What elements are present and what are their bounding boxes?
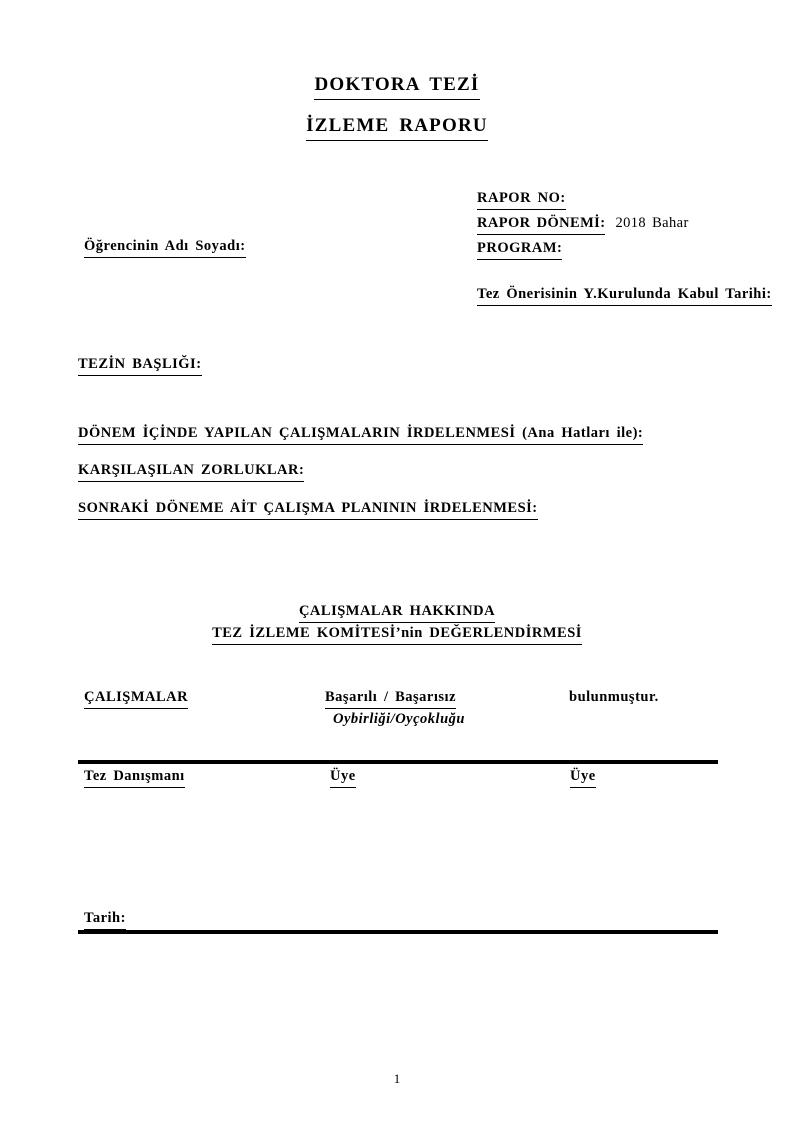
evaluation-heading-line1 [0,603,794,623]
vote-cell [333,711,465,728]
works-cell [84,689,188,709]
member1-label: Üye [330,768,356,788]
advisor-label: Tez Danışmanı [84,768,185,788]
evaluation-heading-line1-text: ÇALIŞMALAR HAKKINDA [299,603,495,623]
difficulties-section [78,462,304,482]
difficulties-label: KARŞILAŞILAN ZORLUKLAR: [78,462,304,482]
works-label: ÇALIŞMALAR [84,689,188,709]
page-number: 1 [393,1071,401,1086]
member2-cell [570,768,596,788]
acceptance-date-row [477,286,772,306]
next-plan-section [78,500,538,520]
pass-fail-text: Başarılı / Başarısız [325,689,456,709]
program-label: PROGRAM: [477,240,562,260]
pass-fail-cell [325,689,456,709]
vote-text: Oybirliği/Oyçokluğu [333,711,465,727]
date-label: Tarih: [84,910,126,930]
document-title-line2-text: İZLEME RAPORU [306,115,488,141]
report-period-value: 2018 Bahar [615,215,689,231]
acceptance-date-label: Tez Önerisinin Y.Kurulunda Kabul Tarihi: [477,286,772,306]
found-cell [569,689,659,706]
next-plan-label: SONRAKİ DÖNEME AİT ÇALIŞMA PLANININ İRDELENMESİ: [78,500,538,520]
period-review-section [78,425,643,445]
report-period-label: RAPOR DÖNEMİ: [477,215,605,235]
document-title-line1-text: DOKTORA TEZİ [314,74,479,100]
period-review-label: DÖNEM İÇİNDE YAPILAN ÇALIŞMALARIN İRDELENMESİ (Ana Hatları ile): [78,425,643,445]
thesis-title-section [78,356,202,376]
student-name-label: Öğrencinin Adı Soyadı: [84,238,246,258]
member2-label: Üye [570,768,596,788]
found-text: bulunmuştur. [569,689,659,705]
document-title-line1 [0,74,794,100]
student-name-row [84,238,246,258]
advisor-cell [84,768,185,788]
program-row [477,240,562,260]
report-no-label: RAPOR NO: [477,190,566,210]
thesis-title-label: TEZİN BAŞLIĞI: [78,356,202,376]
signature-table-bottom-rule [78,930,718,934]
evaluation-heading-line2-text: TEZ İZLEME KOMİTESİ’nin DEĞERLENDİRMESİ [212,625,582,645]
evaluation-heading-line2 [0,625,794,645]
report-no-row [477,190,566,210]
document-title-line2 [0,115,794,141]
date-cell [84,910,126,930]
member1-cell [330,768,356,788]
report-period-row [477,215,689,235]
signature-table-top-rule [78,760,718,764]
